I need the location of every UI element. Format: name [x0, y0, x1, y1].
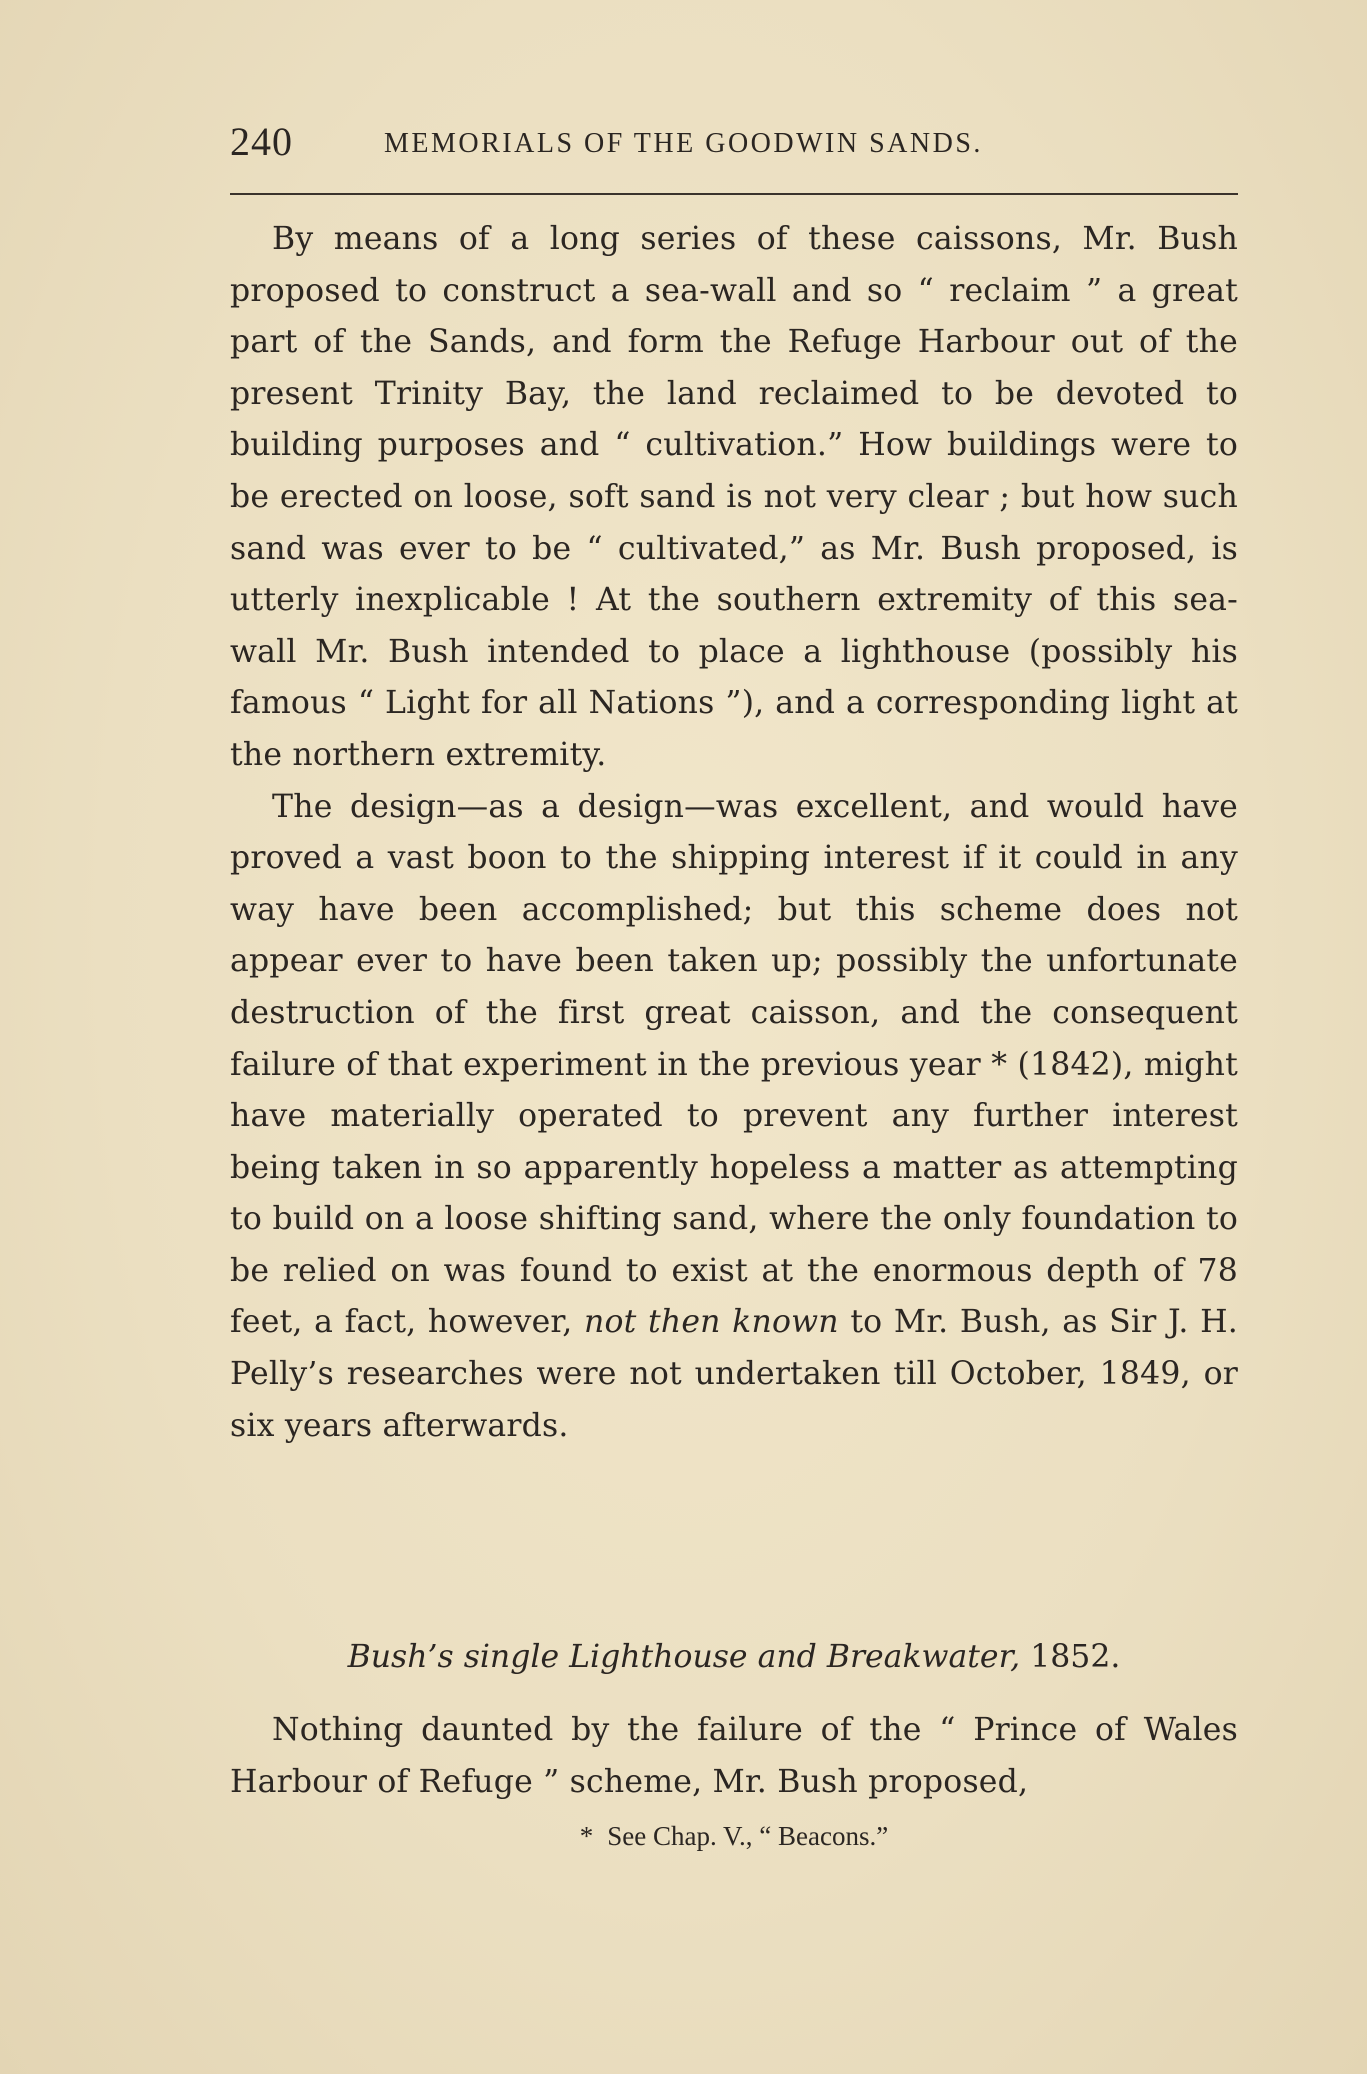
footnote [230, 1816, 1238, 1856]
page-header [230, 118, 1235, 168]
body-text [230, 214, 1238, 1452]
paragraph-nothing-daunted: Nothing daunted by the failure of the “ Prince of Wales Harbour of Refuge ” scheme, Mr. Bush proposed, [230, 1712, 1238, 1800]
running-head: MEMORIALS OF THE GOODWIN SANDS. [384, 128, 983, 159]
paragraph-design-text-1: The design—as a design—was excellent, and would have proved a vast boon to the shipping interest if it could in any way have been accomplished; but this scheme does not appear ever to have been taken up; possibly the unfortunate destruction of the first great caisson, and the consequent failure of that experiment in the previous year * (1842), might have materially operated to prevent any further interest being taken in so apparently hopeless a matter as attempting to build on a loose shifting sand, where the only foundation to be relied on was found to exist at the enormous depth of 78 feet, a fact, however, [230, 788, 1238, 1341]
paragraph-design-italic: not then known [583, 1304, 839, 1341]
paragraph-design-text-2: to Mr. Bush, as Sir J. H. Pelly’s researches were not undertaken till October, 1849, or six years afterwards. [230, 1304, 1238, 1444]
header-rule [230, 193, 1238, 195]
section-heading-year: 1852. [1030, 1639, 1121, 1675]
section-heading [230, 1633, 1238, 1681]
page-number: 240 [230, 119, 293, 164]
footnote-mark: * [579, 1821, 594, 1851]
paragraph-design [230, 782, 1238, 1453]
paragraph-caissons: By means of a long series of these caissons, Mr. Bush proposed to construct a sea-wall and so “ reclaim ” a great part of the Sands, and form the Refuge Harbour out of the present Trinity Bay, the land reclaimed to be devoted to building purposes and “ cultivation.” How buildings were to be erected on loose, soft sand is not very clear ; but how such sand was ever to be “ cultivated,” as Mr. Bush proposed, is utterly inexplicable ! At the southern extremity of this sea-wall Mr. Bush intended to place a lighthouse (possibly his famous “ Light for all Nations ”), and a corresponding light at the northern extremity. [230, 221, 1238, 773]
footnote-text: See Chap. V., “ Beacons.” [607, 1821, 889, 1851]
section-heading-title: Bush’s single Lighthouse and Breakwater, [347, 1639, 1021, 1675]
